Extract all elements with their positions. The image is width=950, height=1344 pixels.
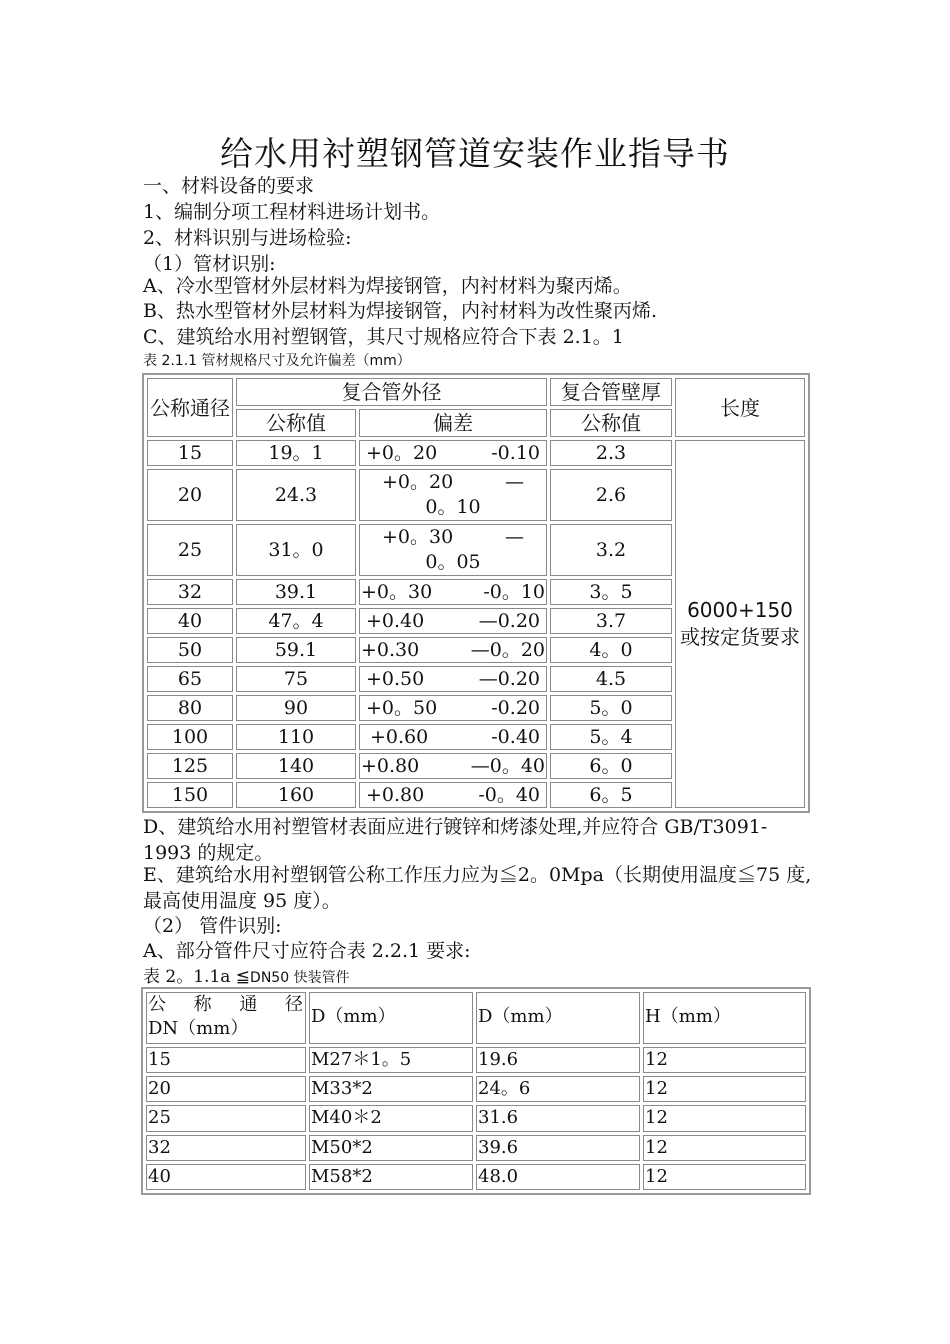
cell-od: 19。1: [236, 440, 356, 466]
fitting-size-table: [141, 987, 811, 1195]
cell-d1: M40＊2: [309, 1105, 473, 1131]
subheading-fitting-identification: （2） 管件识别:: [143, 915, 282, 937]
header-length: 长度: [675, 378, 805, 437]
header-dn: [146, 992, 306, 1044]
cell-d1: M33*2: [309, 1076, 473, 1102]
cell-dn: 50: [147, 637, 233, 663]
cell-dn: 80: [147, 695, 233, 721]
cell-d2: 31.6: [476, 1105, 640, 1131]
pipe-spec-table: [142, 373, 810, 813]
cell-dn: 15: [146, 1047, 306, 1073]
deviation-minus: —0。40: [470, 755, 545, 777]
cell-deviation: [359, 753, 547, 779]
paragraph-item-d: D、建筑给水用衬塑管材表面应进行镀锌和烤漆处理,并应符合 GB/T3091-1993 的规定。: [143, 816, 768, 864]
table-row: [146, 1135, 806, 1161]
cell-od: 140: [236, 753, 356, 779]
deviation-plus: +0。30: [382, 526, 454, 548]
table2-caption-suffix: DN50 快装管件: [250, 970, 350, 986]
deviation-minus: -0.20: [491, 697, 540, 719]
header-nominal-diameter: 公称通径: [147, 378, 233, 437]
cell-d1: M50*2: [309, 1135, 473, 1161]
deviation-plus: +0。20: [382, 471, 454, 493]
paragraph-item-1: 1、编制分项工程材料进场计划书。: [143, 201, 441, 223]
deviation-plus: +0.30: [361, 639, 420, 661]
deviation-minus-cont: 0。10: [425, 496, 481, 518]
cell-od: 160: [236, 782, 356, 808]
deviation-minus: -0。10: [483, 581, 545, 603]
cell-h: 12: [643, 1105, 806, 1131]
cell-wall: 3.2: [550, 524, 672, 576]
paragraph-item-a: A、冷水型管材外层材料为焊接钢管，内衬材料为聚丙烯。: [143, 275, 632, 297]
header-deviation: 偏差: [359, 409, 547, 437]
cell-od: 59.1: [236, 637, 356, 663]
deviation-minus: -0。40: [478, 784, 540, 806]
cell-dn: 40: [146, 1164, 306, 1190]
cell-dn: 15: [147, 440, 233, 466]
table-row: [146, 1047, 806, 1073]
table-row: [147, 440, 805, 466]
deviation-plus: +0。20: [366, 442, 438, 464]
cell-deviation: [359, 608, 547, 634]
cell-dn: 20: [146, 1076, 306, 1102]
cell-od: 24.3: [236, 469, 356, 521]
cell-deviation: [359, 469, 547, 521]
cell-dn: 32: [147, 579, 233, 605]
header-d2: D（mm）: [476, 992, 640, 1044]
deviation-minus-cont: 0。05: [425, 551, 481, 573]
deviation-plus: +0。30: [361, 581, 433, 603]
table-row: [146, 1164, 806, 1190]
header-outer-diameter: 复合管外径: [236, 378, 547, 406]
cell-h: 12: [643, 1047, 806, 1073]
cell-deviation: [359, 724, 547, 750]
cell-deviation: [359, 695, 547, 721]
header-dn-char: 称: [193, 994, 212, 1015]
cell-h: 12: [643, 1164, 806, 1190]
header-nominal-value: 公称值: [236, 409, 356, 437]
header-dn-char: 通: [239, 994, 258, 1015]
cell-dn: 125: [147, 753, 233, 779]
deviation-minus: -0.40: [491, 726, 540, 748]
header-dn-char: 公: [148, 994, 166, 1015]
cell-wall: 4。0: [550, 637, 672, 663]
cell-wall: 2.3: [550, 440, 672, 466]
cell-d2: 24。6: [476, 1076, 640, 1102]
deviation-minus: —0.20: [478, 610, 540, 632]
cell-d2: 48.0: [476, 1164, 640, 1190]
cell-dn: 20: [147, 469, 233, 521]
header-h: H（mm）: [643, 992, 806, 1044]
cell-d1: M27＊1。5: [309, 1047, 473, 1073]
paragraph-item-b: B、热水型管材外层材料为焊接钢管，内衬材料为改性聚丙烯.: [143, 300, 658, 322]
cell-wall: 3。5: [550, 579, 672, 605]
cell-dn: 25: [146, 1105, 306, 1131]
table1-caption: 表 2.1.1 管材规格尺寸及允许偏差（mm）: [143, 353, 411, 369]
cell-wall: 4.5: [550, 666, 672, 692]
cell-od: 90: [236, 695, 356, 721]
deviation-minus: —0。20: [470, 639, 545, 661]
deviation-plus: +0.60: [370, 726, 429, 748]
paragraph-item-2: 2、材料识别与进场检验:: [143, 227, 352, 249]
deviation-plus: +0.40: [366, 610, 425, 632]
deviation-plus: +0.80: [366, 784, 425, 806]
table-header-row: [146, 992, 806, 1044]
header-wall-thickness: 复合管壁厚: [550, 378, 672, 406]
cell-deviation: [359, 524, 547, 576]
header-dn-line2: DN（mm）: [148, 1018, 249, 1039]
cell-dn: 25: [147, 524, 233, 576]
cell-deviation: [359, 579, 547, 605]
table2-caption-prefix: 表 2。1.1a ≦: [143, 967, 251, 987]
section-heading-materials: 一、材料设备的要求: [143, 175, 315, 197]
header-dn-char: 径: [284, 994, 303, 1015]
cell-od: 31。0: [236, 524, 356, 576]
subheading-pipe-identification: （1）管材识别:: [143, 253, 276, 275]
cell-wall: 6。0: [550, 753, 672, 779]
cell-wall: 6。5: [550, 782, 672, 808]
cell-od: 47。4: [236, 608, 356, 634]
document-title: 给水用衬塑钢管道安装作业指导书: [220, 134, 730, 173]
cell-wall: 5。0: [550, 695, 672, 721]
cell-wall: 3.7: [550, 608, 672, 634]
cell-od: 110: [236, 724, 356, 750]
cell-wall: 5。4: [550, 724, 672, 750]
cell-dn: 100: [147, 724, 233, 750]
cell-wall: 2.6: [550, 469, 672, 521]
cell-dn: 32: [146, 1135, 306, 1161]
deviation-plus: +0。50: [366, 697, 438, 719]
header-d1: D（mm）: [309, 992, 473, 1044]
deviation-minus: —: [505, 526, 524, 548]
paragraph-item-e: E、建筑给水用衬塑钢管公称工作压力应为≦2。0Mpa（长期使用温度≦75 度,最高使用温度 95 度）。: [143, 864, 812, 912]
header-dn-line1: [148, 993, 305, 1017]
deviation-plus: +0.80: [361, 755, 420, 777]
paragraph-item-a-fittings: A、部分管件尺寸应符合表 2.2.1 要求:: [143, 940, 471, 962]
cell-deviation: [359, 637, 547, 663]
table2-caption: [143, 962, 350, 987]
cell-d1: M58*2: [309, 1164, 473, 1190]
deviation-minus: -0.10: [491, 442, 540, 464]
table-row: [146, 1076, 806, 1102]
cell-dn: 40: [147, 608, 233, 634]
cell-h: 12: [643, 1135, 806, 1161]
deviation-minus: —: [505, 471, 524, 493]
cell-d2: 19.6: [476, 1047, 640, 1073]
cell-od: 39.1: [236, 579, 356, 605]
deviation-plus: +0.50: [366, 668, 425, 690]
cell-length-value: 6000+150 或按定货要求: [675, 440, 805, 808]
cell-dn: 65: [147, 666, 233, 692]
cell-dn: 150: [147, 782, 233, 808]
cell-d2: 39.6: [476, 1135, 640, 1161]
deviation-minus: —0.20: [478, 668, 540, 690]
cell-deviation: [359, 666, 547, 692]
header-wall-nominal-value: 公称值: [550, 409, 672, 437]
cell-deviation: [359, 440, 547, 466]
cell-h: 12: [643, 1076, 806, 1102]
paragraph-item-c: C、建筑给水用衬塑钢管，其尺寸规格应符合下表 2.1。1: [143, 326, 624, 348]
table-row: [146, 1105, 806, 1131]
cell-od: 75: [236, 666, 356, 692]
cell-deviation: [359, 782, 547, 808]
